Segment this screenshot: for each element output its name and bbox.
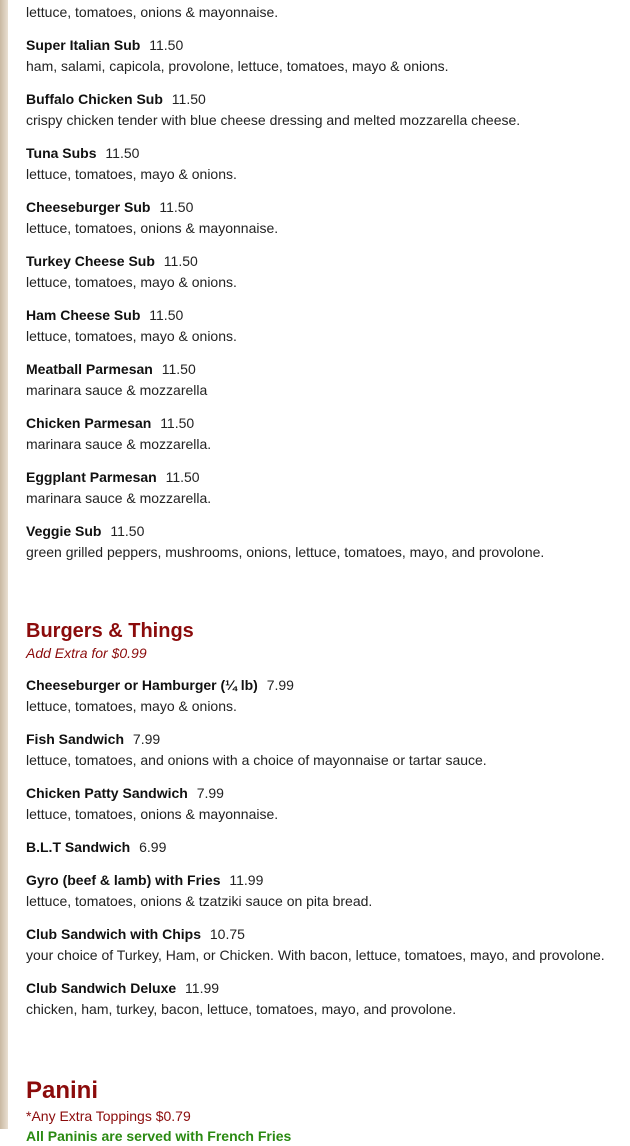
menu-item-description: lettuce, tomatoes, onions & mayonnaise. — [26, 806, 279, 822]
menu-item-header — [26, 924, 626, 945]
menu-item-name: B.L.T Sandwich — [26, 839, 131, 855]
menu-item — [26, 837, 626, 870]
section-note-burgers: Add Extra for $0.99 — [26, 645, 147, 661]
menu-item-price: 11.99 — [229, 872, 264, 888]
menu-item-name: Turkey Cheese Sub — [26, 253, 155, 269]
menu-item-name: Cheeseburger Sub — [26, 199, 151, 215]
menu-item-description: lettuce, tomatoes, mayo & onions. — [26, 274, 237, 290]
menu-item-name: Ham Cheese Sub — [26, 307, 141, 323]
menu-item-name: Cheeseburger or Hamburger (¼ lb) — [26, 677, 258, 693]
menu-item-price: 11.50 — [163, 253, 198, 269]
menu-item — [26, 143, 626, 197]
menu-item — [26, 197, 626, 251]
menu-item-price: 11.50 — [159, 199, 194, 215]
menu-item-header — [26, 729, 626, 750]
menu-item-description: crispy chicken tender with blue cheese dressing and melted mozzarella cheese. — [26, 112, 521, 128]
menu-item-name: Chicken Parmesan — [26, 415, 152, 431]
menu-item-price: 7.99 — [132, 731, 161, 747]
menu-item — [26, 675, 626, 729]
menu-item-description: green grilled peppers, mushrooms, onions, lettuce, tomatoes, mayo, and provolone. — [26, 544, 545, 560]
menu-item-price: 11.50 — [160, 415, 195, 431]
menu-item-description: lettuce, tomatoes, and onions with a choice of mayonnaise or tartar sauce. — [26, 752, 487, 768]
section-note-panini-fries: All Paninis are served with French Fries — [26, 1128, 292, 1144]
menu-item — [26, 978, 626, 1032]
menu-item-name: Fish Sandwich — [26, 731, 125, 747]
menu-item-name: Buffalo Chicken Sub — [26, 91, 163, 107]
menu-content — [26, 0, 626, 1146]
section-note-panini: *Any Extra Toppings $0.79 — [26, 1108, 191, 1124]
menu-item-header — [26, 521, 626, 542]
menu-item-price: 11.50 — [110, 523, 145, 539]
menu-item-price: 11.50 — [165, 469, 200, 485]
page-edge-shadow — [0, 0, 8, 1129]
menu-item-price: 11.50 — [171, 91, 206, 107]
menu-item-name: Super Italian Sub — [26, 37, 141, 53]
menu-item-price: 11.99 — [185, 980, 220, 996]
menu-item-description: marinara sauce & mozzarella. — [26, 490, 212, 506]
menu-item — [26, 413, 626, 467]
menu-item-price: 11.50 — [149, 37, 184, 53]
menu-item-header — [26, 675, 626, 696]
menu-item-price: 11.50 — [105, 145, 140, 161]
menu-item-price: 11.50 — [149, 307, 184, 323]
menu-item-header — [26, 783, 626, 804]
menu-item-name: Veggie Sub — [26, 523, 102, 539]
menu-item-description: ham, salami, capicola, provolone, lettuce, tomatoes, mayo & onions. — [26, 58, 449, 74]
menu-item — [26, 729, 626, 783]
menu-item — [26, 467, 626, 521]
menu-item-header — [26, 467, 626, 488]
menu-item-header — [26, 837, 626, 858]
menu-item-header — [26, 143, 626, 164]
menu-item-description: your choice of Turkey, Ham, or Chicken. With bacon, lettuce, tomatoes, mayo, and provolone. — [26, 947, 605, 963]
menu-item-description: lettuce, tomatoes, onions & mayonnaise. — [26, 220, 279, 236]
menu-item — [26, 35, 626, 89]
menu-item-name: Tuna Subs — [26, 145, 97, 161]
menu-item-name: Club Sandwich with Chips — [26, 926, 201, 942]
menu-item — [26, 870, 626, 924]
menu-item-description: lettuce, tomatoes, mayo & onions. — [26, 698, 237, 714]
menu-item-price: 7.99 — [196, 785, 224, 801]
item-description: lettuce, tomatoes, onions & mayonnaise. — [26, 4, 279, 20]
menu-item-header — [26, 413, 626, 434]
menu-item-name: Eggplant Parmesan — [26, 469, 157, 485]
menu-item-header — [26, 89, 626, 110]
section-title-burgers: Burgers & Things — [26, 620, 194, 642]
menu-item-name: Gyro (beef & lamb) with Fries — [26, 872, 221, 888]
menu-item-header — [26, 251, 626, 272]
menu-item — [26, 359, 626, 413]
burgers-list — [26, 675, 626, 1032]
menu-item-description: lettuce, tomatoes, mayo & onions. — [26, 166, 237, 182]
menu-item-price: 7.99 — [266, 677, 294, 693]
menu-item-description: chicken, ham, turkey, bacon, lettuce, tomatoes, mayo, and provolone. — [26, 1001, 457, 1017]
menu-item — [26, 783, 626, 837]
menu-item — [26, 89, 626, 143]
menu-item-name: Meatball Parmesan — [26, 361, 153, 377]
menu-item-header — [26, 359, 626, 380]
menu-item-description: lettuce, tomatoes, onions & tzatziki sauce on pita bread. — [26, 893, 373, 909]
menu-item-name: Chicken Patty Sandwich — [26, 785, 188, 801]
menu-item-header — [26, 305, 626, 326]
menu-item-price: 6.99 — [139, 839, 167, 855]
menu-item-header — [26, 197, 626, 218]
menu-item — [26, 521, 626, 575]
menu-item-header — [26, 35, 626, 56]
menu-item-price: 10.75 — [209, 926, 245, 942]
menu-item-description: marinara sauce & mozzarella. — [26, 436, 212, 452]
menu-item-description: lettuce, tomatoes, mayo & onions. — [26, 328, 237, 344]
menu-item — [26, 305, 626, 359]
menu-item — [26, 251, 626, 305]
menu-item-price: 11.50 — [161, 361, 196, 377]
subs-list — [26, 35, 626, 575]
menu-item — [26, 924, 626, 978]
menu-item-description: marinara sauce & mozzarella — [26, 382, 208, 398]
menu-item-header — [26, 978, 626, 999]
menu-item-header — [26, 870, 626, 891]
menu-item-name: Club Sandwich Deluxe — [26, 980, 177, 996]
section-title-panini: Panini — [26, 1077, 99, 1104]
